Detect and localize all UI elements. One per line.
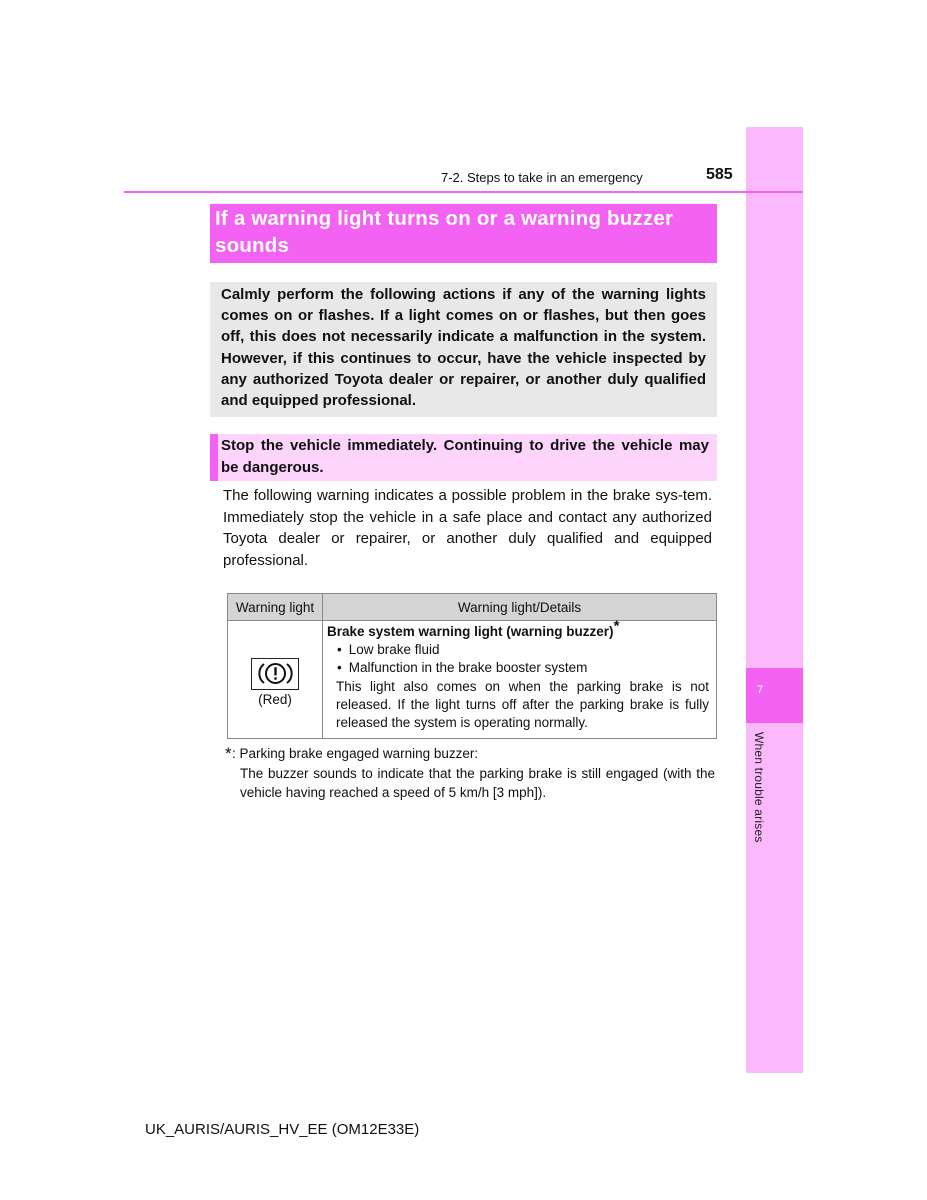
- detail-bullet-list: [327, 641, 709, 677]
- warning-light-cell: [228, 621, 323, 739]
- chapter-number: 7: [756, 684, 764, 696]
- detail-note: This light also comes on when the parking brake is not released. If the light turns off after the parking brake is fully released the system is operating normally.: [336, 678, 709, 731]
- body-paragraph: The following warning indicates a possible problem in the brake sys-tem. Immediately stop the vehicle in a safe place and contact any authorized Toyota dealer or repairer, or another duly qualified and equipped professional.: [223, 487, 712, 569]
- caution-bar: [210, 434, 218, 481]
- icon-color-caption: (Red): [258, 692, 292, 708]
- warning-light-table: [227, 593, 717, 739]
- chapter-label: When trouble arises: [752, 732, 766, 843]
- brake-warning-icon: [251, 658, 299, 690]
- detail-title: [327, 617, 709, 641]
- footnote-text: The buzzer sounds to indicate that the parking brake is still engaged (with the vehicle having reached a speed of 5 km/h [3 mph]).: [240, 766, 715, 800]
- list-item: • Malfunction in the brake booster system: [337, 659, 709, 677]
- column-header-warning-light: Warning light: [228, 594, 323, 621]
- chapter-side-strip: [746, 127, 803, 1073]
- footnote-mark: *: [225, 744, 232, 763]
- footnote-heading: : Parking brake engaged warning buzzer:: [232, 746, 479, 761]
- footnote-mark: *: [613, 617, 620, 635]
- column-header-details: Warning light/Details: [323, 594, 717, 621]
- list-item: • Low brake fluid: [337, 641, 709, 659]
- detail-title-text: Brake system warning light (warning buzzer): [327, 624, 614, 639]
- document-code: UK_AURIS/AURIS_HV_EE (OM12E33E): [145, 1121, 420, 1138]
- intro-text: Calmly perform the following actions if any of the warning lights comes on or flashes. If a light comes on or flashes, but then goes off, this does not necessarily indicate a malfunction in the system. However, if this continues to occur, have the vehicle inspected by any authorized Toyota dealer or repairer, or another duly qualified and equipped professional.: [221, 286, 706, 410]
- table-row: [228, 621, 717, 739]
- section-title: If a warning light turns on or a warning buzzer sounds: [215, 207, 674, 257]
- warning-details-cell: [323, 617, 717, 739]
- table-header-row: [228, 594, 717, 621]
- caution-text: Stop the vehicle immediately. Continuing to drive the vehicle may be dangerous.: [221, 437, 709, 476]
- page-number: 585: [706, 166, 733, 183]
- header-section-title: 7-2. Steps to take in an emergency: [441, 170, 643, 185]
- header-rule: [124, 191, 803, 193]
